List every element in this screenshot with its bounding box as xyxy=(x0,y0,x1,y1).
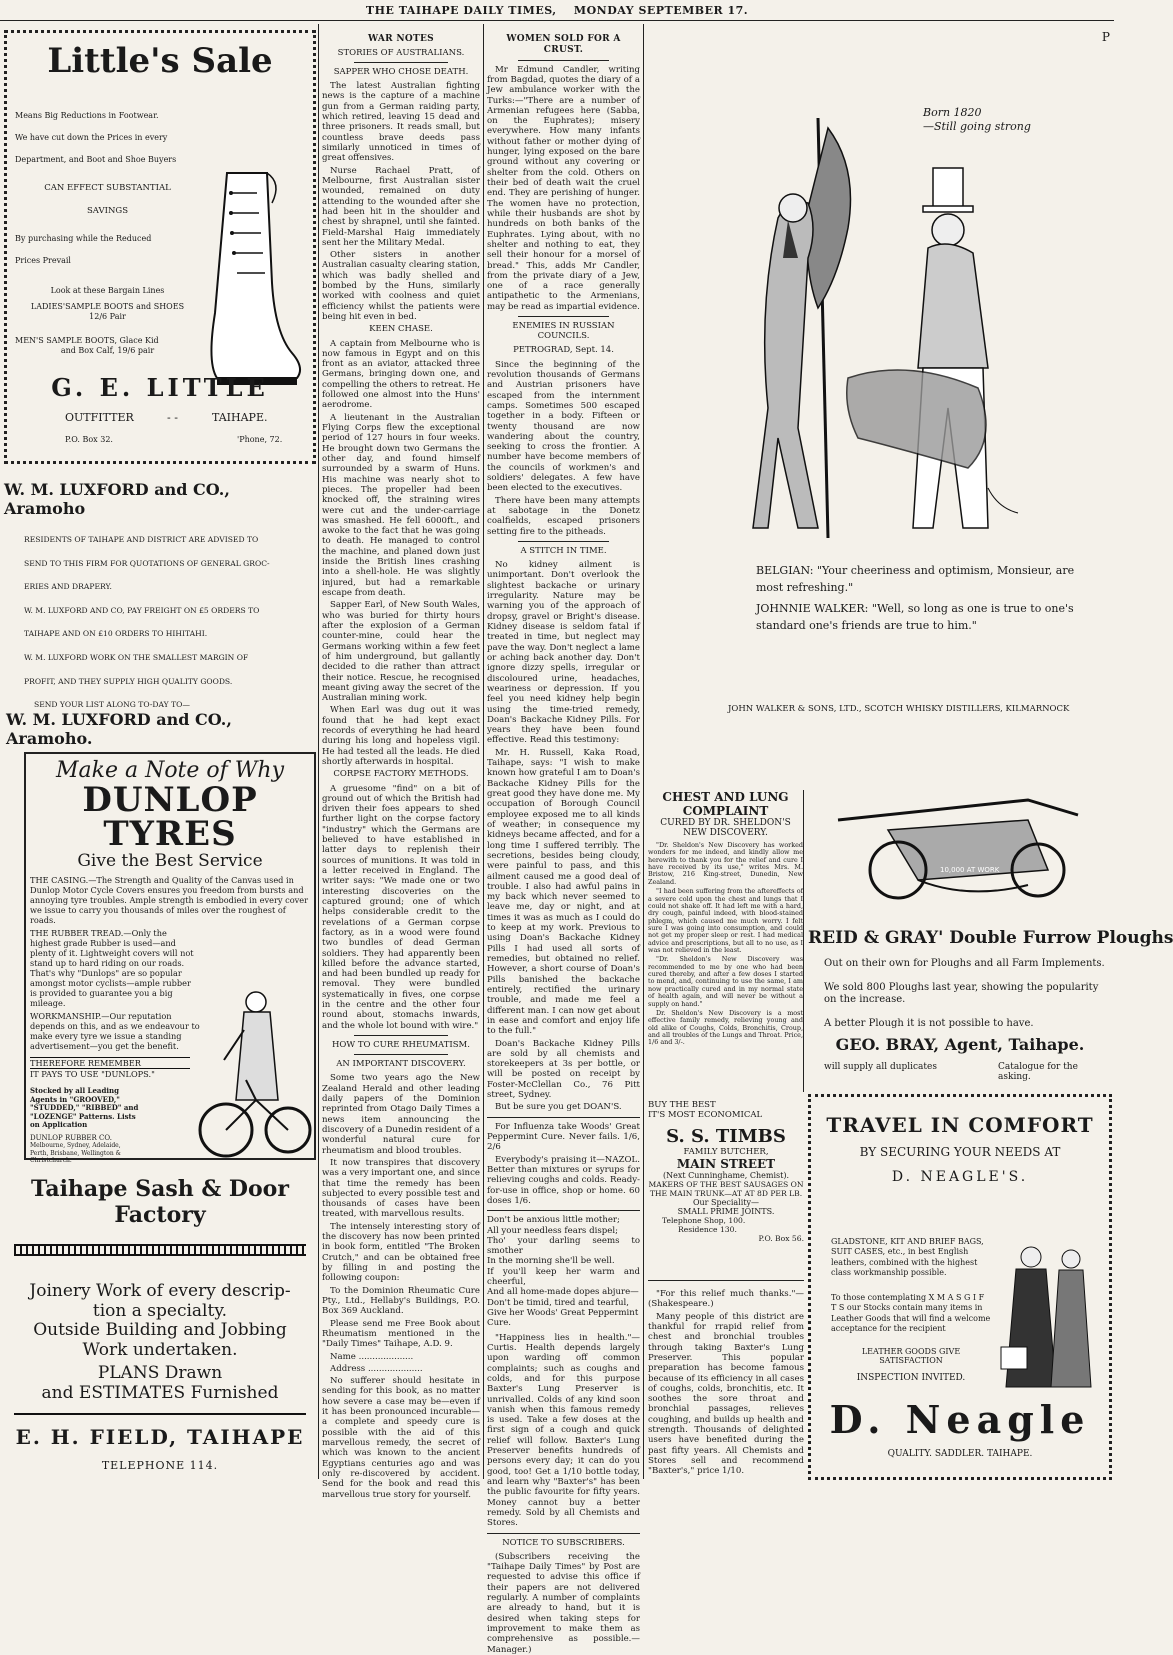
war-para: A captain from Melbourne who is now famous in Egypt and on this front as an aviator, attacked three Germans, bringing down one, and compelling the others to retreat. He followed one almost into the Huns' aerodrome. xyxy=(322,338,480,411)
walker-born: Born 1820 xyxy=(923,106,982,119)
dunlop-stocked: Stocked by all Leading Agents in "GROOVED," "STUDDED," "RIBBED" and "LOZENGE" Patterns. Lists on Application xyxy=(30,1086,139,1130)
walker-belgian-speaker: BELGIAN: xyxy=(756,564,814,577)
column-rule xyxy=(318,24,319,1479)
dunlop-pays: IT PAYS TO USE "DUNLOPS." xyxy=(30,1069,155,1079)
plough-label: 10,000 AT WORK xyxy=(940,866,1000,874)
women-para: For Influenza take Woods' Great Peppermint Cure. Never fails. 1/6, 2/6 xyxy=(487,1121,640,1153)
poem-line: Give her Woods' Great Peppermint xyxy=(487,1308,639,1319)
walker-footer: JOHN WALKER & SONS, LTD., SCOTCH WHISKY DISTILLERS, KILMARNOCK xyxy=(728,704,1070,714)
war-h4: HOW TO CURE RHEUMATISM. xyxy=(332,1040,470,1051)
women-h3: A STITCH IN TIME. xyxy=(520,545,607,556)
war-para: When Earl was dug out it was found that he had kept exact records of everything he had heard during his long and hopeless vigil. He had tested all the leads. He died shortly afterwards in hospital. xyxy=(322,705,480,768)
poem-line: All your needless fears dispel; xyxy=(487,1225,618,1236)
luxford-line: SEND YOUR LIST ALONG TO-DAY TO— xyxy=(34,700,190,710)
dunlop-sub: Give the Best Service xyxy=(77,851,263,871)
sash-title: Taihape Sash & Door Factory xyxy=(31,1176,289,1228)
cyclist-illustration xyxy=(196,990,314,1160)
women-para: Mr. H. Russell, Kaka Road, Taihape, says: "I wish to make known how grateful I am to Doan's Backache Kidney Pills for the great good they have done me. My occupation of Borough Council employee exposed me to all kinds of weather; in consequence my kidneys became affected, and for a long time I suffered terribly. The secretions, besides being cloudy, were painful to pass, and this ailment caused me a good deal of trouble. I also had awful pains in my back which never seemed to leave me, day or night, and at times it was as much as I could do to keep at my work. Previous to using Doan's Backache Kidney Pills I had used all sorts of remedies, but obtained no relief. However, a short course of Doan's Pills banished the backache entirely, rectified the urinary trouble, and made me feel a different man. I can now get about in ease and comfort and enjoy life to the full." xyxy=(487,747,640,1037)
reid-title: REID & GRAY' Double Furrow Ploughs xyxy=(808,928,1173,948)
women-dateline: PETROGRAD, Sept. 14. xyxy=(513,345,614,356)
war-h3: CORPSE FACTORY METHODS. xyxy=(333,769,469,780)
luxford-ad xyxy=(4,470,316,748)
neagle-p1: GLADSTONE, KIT AND BRIEF BAGS, SUIT CASES, etc., in best English leathers, combined with the highest class workmanship possible. xyxy=(831,1237,984,1278)
littles-line: LADIES'SAMPLE BOOTS and SHOES xyxy=(30,302,185,312)
sash-line: Outside Building and Jobbing xyxy=(33,1320,287,1341)
luxford-line: W. M. LUXFORD AND CO, PAY FREIGHT ON £5 ORDERS TO xyxy=(24,605,260,615)
sash-door-ad xyxy=(4,1172,316,1480)
luxford-line: RESIDENTS OF TAIHAPE AND DISTRICT ARE ADVISED TO xyxy=(24,535,259,544)
neagle-leather: LEATHER GOODS GIVE SATISFACTION xyxy=(861,1347,961,1365)
dunlop-top: Make a Note of Why xyxy=(55,758,285,783)
littles-line: Prices Prevail xyxy=(15,256,71,266)
timbs-ad xyxy=(648,1100,804,1270)
baxter-ad xyxy=(648,1280,804,1478)
timbs-speciality: Our Speciality— xyxy=(692,1198,760,1207)
reid-agent: GEO. BRAY, Agent, Taihape. xyxy=(835,1035,1085,1054)
dunlop-workmanship: WORKMANSHIP.—Our reputation depends on this, and as we endeavour to make every tyre we issue a standing advertisement—you get the benefit. xyxy=(30,1011,200,1051)
war-notes-column xyxy=(322,34,480,1500)
timbs-pre1: BUY THE BEST xyxy=(648,1100,716,1110)
masthead xyxy=(0,4,1114,17)
corner-mark: P xyxy=(1101,30,1110,44)
littles-line: SAVINGS xyxy=(86,205,129,216)
reid-l3: A better Plough it is not possible to have. xyxy=(824,1018,1034,1029)
poem-line: If you'll keep her warm and cheerful, xyxy=(487,1266,640,1288)
littles-line: By purchasing while the Reduced xyxy=(15,234,152,244)
timbs-trade: FAMILY BUTCHER, xyxy=(683,1147,769,1157)
dunlop-ad xyxy=(24,752,316,1164)
war-para: A gruesome "find" on a bit of ground out of which the British had driven their foes appears to shed further light on the corpse factory "industry" which the Germans are believed to have established in latter days to replenish their sources of munitions. It was told in a letter received in England. The writer says: "We made one or two interesting discoveries on the captured ground; one of which helps considerable credit to the revelations of a German corpse factory, as in a wood were found two bundles of dead German soldiers. They had apparently been killed before the advance started, and had been bundled up ready for removal. They were bundled systematically in fives, one corpse in the centre and the other four round about, stomachs inwards, and the whole lot bound with wire." xyxy=(322,783,480,1031)
women-para: There have been many attempts at sabotage in the Donetz coalfields, escaped prisoners setting fire to the pitheads. xyxy=(487,495,640,537)
walker-jw-speaker: JOHNNIE WALKER: xyxy=(756,602,869,615)
littles-title: Little's Sale xyxy=(47,41,273,81)
neagle-foot: QUALITY. SADDLER. TAIHAPE. xyxy=(887,1449,1033,1459)
littles-line: CAN EFFECT SUBSTANTIAL xyxy=(44,183,171,193)
women-para: But be sure you get DOAN'S. xyxy=(495,1102,622,1113)
chest-title2: COMPLAINT xyxy=(682,804,769,818)
chest-para: "Dr. Sheldon's New Discovery was recommended to me by one who had been cured thereby, and after a few doses I started to mend, and, continuing to use the same, I am now practically cured and in my normal state of health again, and will never be without a supply on hand." xyxy=(648,955,803,1008)
war-head: WAR NOTES xyxy=(368,34,434,44)
baxter-quote: "For this relief much thanks."—(Shakespeare.) xyxy=(648,1289,804,1310)
war-para: Some two years ago the New Zealand Herald and other leading daily papers of the Dominion reprinted from Otago Daily Times a news item announcing the discovery of a Dunedin resident of a wonderful natural cure for rheumatism and blood troubles. xyxy=(322,1073,480,1156)
poem-line: And all home-made dopes abjure— xyxy=(487,1287,639,1298)
war-para: Other sisters in another Australian casualty clearing station, which was badly shelled and bombed by the Huns, similarly worked with coolness and quiet efficiency whilst the patients were being hit even in bed. xyxy=(322,250,480,323)
timbs-street: MAIN STREET xyxy=(676,1157,776,1171)
sash-divider xyxy=(14,1244,306,1256)
littles-po: P.O. Box 32. xyxy=(65,435,113,444)
poem-line: Tho' your darling seems to smother xyxy=(487,1235,640,1257)
women-h6: NOTICE TO SUBSCRIBERS. xyxy=(502,1537,625,1548)
chest-para: "Dr. Sheldon's New Discovery has worked wonders for me indeed, and kindly allow me herewith to thank you for the relief and cure I have received by its use," writes Mrs. M. Bristow, 216 King-street, Dunedin, New Zealand. xyxy=(648,841,803,886)
walker-still: —Still going strong xyxy=(923,120,1031,133)
neagle-ad xyxy=(808,1094,1112,1480)
dunlop-remember: THEREFORE REMEMBER xyxy=(30,1057,190,1069)
poem-line: Don't be anxious little mother; xyxy=(487,1215,620,1226)
chest-title1: CHEST AND LUNG xyxy=(662,790,789,804)
dunlop-casing: THE CASING.—The Strength and Quality of the Canvas used in Dunlop Motor Cycle Covers ensures you freedom from bursts and annoying tyre troubles. Ample strength is embodied in every cover we issue to carry you thousands of miles over the roughest of roads. xyxy=(30,875,309,925)
dunlop-brand: DUNLOP TYRES xyxy=(82,780,258,854)
sash-line: tion a specialty. xyxy=(92,1300,228,1321)
masthead-date: MONDAY SEPTEMBER 17. xyxy=(573,4,749,17)
women-para: Mr Edmund Candler, writing from Bagdad, quotes the diary of a Jew ambulance worker with the Turks:—"There are a number of Armenian refugees here (Sabba, on the Euphrates); misery everywhere. How many infants without father or mother dying of hunger, lying exposed on the bare ground without any covering or shelter from the cold. Others on their bed of death wait the cruel end. They are perishing of hunger. The women have no protection, while their husbands are shot by hundreds on both banks of the Euphrates. Lying about, with no shelter and nothing to eat, they sell their honour for a morsel of bread." This, adds Mr Candler, from the private diary of a Jew, one of a race generally antipathetic to the Armenians, may be read as impartial evidence. xyxy=(487,64,640,312)
women-para: (Subscribers receiving the "Taihape Daily Times" by Post are requested to advise this office if their papers are not delivered regularly. A number of complaints are already to hand, but it is desired when taking steps for improvement to make them as comprehensive as possible.—Manager.) xyxy=(487,1551,640,1655)
women-para: Since the beginning of the revolution thousands of Germans and Austrian prisoners have escaped from the internment camps. Sometimes 500 escaped together in a body. Fifteen or twenty thousand are now wandering about the country, seeking to cross the frontier. A number have become members of the councils of workmen's and soldiers' delegates. A few have been elected to the executives. xyxy=(487,359,640,494)
war-para: Please send me Free Book about Rheumatism mentioned in the "Daily Times" Taihape, A.D. 9. xyxy=(322,1318,480,1350)
sash-phone: TELEPHONE 114. xyxy=(101,1459,219,1473)
neagle-p2: To those contemplating X M A S G I F T S our Stocks contain many items in Leather Goods that will find a welcome acceptance for the recipient xyxy=(831,1293,991,1334)
reid-l5: Catalogue for the asking. xyxy=(998,1062,1078,1082)
littles-line: Means Big Reductions in Footwear. xyxy=(15,111,159,120)
column-rule xyxy=(483,24,484,1479)
boot-illustration xyxy=(197,163,307,393)
walker-belgian-illustration xyxy=(748,108,1058,548)
chest-sub2: NEW DISCOVERY. xyxy=(683,828,768,838)
poem-line: Cure. xyxy=(487,1318,512,1329)
war-sub: STORIES OF AUSTRALIANS. xyxy=(337,47,465,58)
chest-para: Dr. Sheldon's New Discovery is a most effective family remedy, relieving young and old alike of Coughs, Colds, Bronchitis, Croup, and all troubles of the Lungs and Throat. Price, 1/6 and 3/-. xyxy=(648,1008,803,1047)
littles-line: and Box Calf, 19/6 pair xyxy=(60,346,155,356)
column-rule xyxy=(643,24,644,1479)
war-para: Address .................... xyxy=(330,1363,423,1374)
reid-gray-ad xyxy=(808,780,1173,1082)
sash-line: Joinery Work of every descrip- xyxy=(29,1281,291,1301)
sash-line: PLANS Drawn xyxy=(97,1363,223,1384)
dunlop-tread: THE RUBBER TREAD.—Only the highest grade Rubber is used—and plenty of it. Lightweight covers will not stand up to hard riding on our roads. That's why "Dunlops" are so popular amongst motor cyclists—ample rubber is provided to guarantee you a big mileage. xyxy=(30,928,194,1008)
women-h2: ENEMIES IN RUSSIAN COUNCILS. xyxy=(512,321,615,342)
timbs-pre2: IT'S MOST ECONOMICAL xyxy=(648,1110,763,1120)
littles-name: G. E. LITTLE xyxy=(51,373,269,402)
women-para: "Happiness lies in health."—Curtis. Health depends largely upon warding off common complaints; such as coughs and colds, and for this purpose Baxter's Lung Preserver is unrivalled. Colds of any kind soon vanish when this famous remedy is used. Take a few doses at the first sign of a cough and quick relief will follow. Baxter's Lung Preserver benefits hundreds of persons every day; it can do you good, too! Get a 1/10 bottle today, and learn why "Baxter's" has been the public favourite for fifty years. Money cannot buy a better remedy. Sold by all Chemists and Stores. xyxy=(487,1332,640,1529)
neagle-title: TRAVEL IN COMFORT xyxy=(826,1113,1094,1137)
war-para: A lieutenant in the Australian Flying Corps flew the exceptional period of 127 hours in four weeks. He brought down two Germans the other day, and found himself surrounded by a swarm of Huns. His machine was nearly shot to pieces. The propeller had been knocked off, the straining wires were cut and the under-carriage was smashed. He fell 6000ft., and awoke to the fact that he was going to death. He managed to control the machine, and planed down just inside the British lines crashing into a shell-hole. He was slightly injured, but had a remarkable escape from death. xyxy=(322,412,480,599)
women-para: Doan's Backache Kidney Pills are sold by all chemists and storekeepers at 3s per bottle, or will be posted on receipt by Foster-McClellan Co., 76 Pitt street, Sydney. xyxy=(487,1038,640,1101)
walker-jw-line: "Well, so long as one is true to one's standard one's friends are true to him." xyxy=(756,602,1074,632)
littles-town: TAIHAPE. xyxy=(212,411,268,424)
reid-l4: will supply all duplicates xyxy=(824,1062,937,1072)
war-para: No sufferer should hesitate in sending for this book, as no matter how severe a case may be—even if it has been pronounced incurable—a complete and speedy cure is possible with the aid of this marvellous remedy, the secret of which was known to the ancient Egyptians centuries ago and was only re-discovered by accident. Send for the book and read this marvellous true story for yourself. xyxy=(322,1376,480,1500)
luxford-line: TAIHAPE AND ON £10 ORDERS TO HIHITAHI. xyxy=(24,629,208,639)
poem-line: Don't be timid, tired and tearful, xyxy=(487,1297,630,1308)
dunlop-cities: Melbourne, Sydney, Adelaide, Perth, Brisbane, Wellington & Christchurch. xyxy=(30,1142,122,1164)
reid-l1: Out on their own for Ploughs and all Farm Implements. xyxy=(824,958,1105,969)
littles-line: 12/6 Pair xyxy=(89,312,126,322)
timbs-next: (Next Cunninghame, Chemist). xyxy=(663,1171,789,1180)
war-h2: KEEN CHASE. xyxy=(369,324,433,335)
littles-line: Department, and Boot and Shoe Buyers xyxy=(15,155,177,164)
timbs-name: S. S. TIMBS xyxy=(666,1126,786,1147)
timbs-po: P.O. Box 56. xyxy=(758,1234,804,1243)
war-para: Nurse Rachael Pratt, of Melbourne, first Australian sister wounded, remained on duty attending to the wounded after she had been hit in the shoulder and chest by shrapnel, until she fainted. Field-Marshal Haig immediately sent her the Military Medal. xyxy=(322,165,480,248)
johnnie-walker-ad xyxy=(648,28,1110,728)
littles-line: We have cut down the Prices in every xyxy=(15,133,168,142)
chest-para: "I had been suffering from the aftereffects of a severe cold upon the chest and lungs that I could not shake off. It had left me with a hard, dry cough, painful indeed, with blood-stained phlegm, which caused me much worry. I felt sure I was going into consumption, and could not get my proper sleep or rest. I had medical advice and prescriptions, but all to no use, as I was not relieved in the least. xyxy=(648,887,803,955)
sash-line: and ESTIMATES Furnished xyxy=(41,1382,279,1403)
neagle-insp: INSPECTION INVITED. xyxy=(856,1373,966,1383)
women-para: Everybody's praising it—NAZOL. Better than mixtures or syrups for relieving coughs and colds. Ready-for-use in office, shop or home. 60 doses 1/6. xyxy=(487,1154,640,1206)
luxford-line: SEND TO THIS FIRM FOR QUOTATIONS OF GENERAL GROC- xyxy=(24,558,270,568)
luxford-title: W. M. LUXFORD and CO., Aramoho xyxy=(4,480,230,518)
timbs-makers: MAKERS OF THE BEST SAUSAGES ON THE MAIN TRUNK—AT AT 8D PER LB. xyxy=(648,1180,804,1198)
war-para: To the Dominion Rheumatic Cure Pty., Ltd., Hellaby's Buildings, P.O. Box 369 Auckland. xyxy=(322,1285,480,1317)
baxter-body: Many people of this district are thankful for rrapid relief from chest and bronchial troubles through taking Baxter's Lung Preserver. This popular preparation has become famous because of its efficiency in all cases of coughs, colds, bronchitis, etc. It soothes the sore throat and bronchial passages, relieves coughing, and builds up health and strength. Thousands of delighted users have benefited during the past fifty years. All Chemists and Stores sell and recommend "Baxter's," price 1/10. xyxy=(648,1311,804,1477)
neagle-at: D. NEAGLE'S. xyxy=(891,1169,1029,1185)
littles-outfitter: OUTFITTER xyxy=(65,411,134,424)
luxford-footer: W. M. LUXFORD and CO., Aramoho. xyxy=(6,710,232,748)
littles-sale-ad: Little's Sale Means Big Reductions in Footwear. We have cut down the Prices in every Department, and Boot and Shoe Buyers CAN EFFECT SUBSTANTIAL SAVINGS By purchasing while the Reduced Prices Prevail Look at these Bargain Lines LADIES'SAMPLE BOOTS and SHOES 12/6 Pair MEN'S SAMPLE BOOTS, Glace Kid and Box Calf, 19/6 pair G. E. LITTLE OUTFITTER - - TAIHAPE. P.O. Box 32. 'Phone, 72. xyxy=(4,30,316,464)
war-para: Name .................... xyxy=(330,1351,414,1362)
travellers-illustration xyxy=(1001,1237,1101,1397)
war-h5: AN IMPORTANT DISCOVERY. xyxy=(336,1059,466,1070)
chest-lung-ad xyxy=(648,790,804,1092)
war-h1: SAPPER WHO CHOSE DEATH. xyxy=(333,66,469,77)
war-para: The intensely interesting story of the discovery has now been printed in book form, entitled "The Broken Crutch," and can be obtained free by filling in and posting the following coupon: xyxy=(322,1221,480,1284)
timbs-joints: SMALL PRIME JOINTS. xyxy=(677,1207,775,1216)
littles-line: MEN'S SAMPLE BOOTS, Glace Kid xyxy=(15,336,159,346)
timbs-phone: Telephone Shop, 100. xyxy=(662,1216,746,1225)
luxford-line: PROFIT, AND THEY SUPPLY HIGH QUALITY GOODS. xyxy=(24,676,233,686)
dunlop-company: DUNLOP RUBBER CO. xyxy=(30,1133,112,1142)
poem-line: In the morning she'll be well. xyxy=(487,1256,615,1267)
war-para: Sapper Earl, of New South Wales, who was buried for thirty hours after the explosion of a German counter-mine, could hear the Germans working within a few feet of him underground, but gallantly decided to die rather than attract their notice. Rescue, he recognised meant giving away the secret of the Australian mining work. xyxy=(322,600,480,704)
women-para: No kidney ailment is unimportant. Don't overlook the slightest backache or urinary irregularity. Nature may be warning you of the approach of dropsy, gravel or Bright's disease. Kidney disease is seldom fatal if treated in time, but neglect may pave the way. Don't neglect a lame or aching back another day. Don't ignore dizzy spells, irregular or discoloured urine, headaches, weariness or depression. If you feel you need kidney help begin using the time-tried remedy, Doan's Backache Kidney Pills. For years they have been found effective. Read this testimony: xyxy=(487,560,640,746)
sash-name: E. H. FIELD, TAIHAPE xyxy=(15,1425,305,1450)
timbs-res: Residence 130. xyxy=(678,1225,737,1234)
chest-sub1: CURED BY DR. SHELDON'S xyxy=(660,818,791,828)
war-para: The latest Australian fighting news is the capture of a machine gun from a German raiding party, which retired, leaving 15 dead and three prisoners. It reads small, but countless brave deeds pass similarly unnoticed in times of great offensives. xyxy=(322,81,480,164)
plough-illustration xyxy=(828,790,1088,910)
luxford-line: ERIES AND DRAPERY. xyxy=(24,582,112,592)
masthead-title: THE TAIHAPE DAILY TIMES, xyxy=(365,4,557,17)
reid-l2: We sold 800 Ploughs last year, showing the popularity on the increase. xyxy=(824,982,1099,1005)
luxford-line: W. M. LUXFORD WORK ON THE SMALLEST MARGIN OF xyxy=(24,652,249,662)
littles-phone: 'Phone, 72. xyxy=(237,435,283,444)
sash-line: Work undertaken. xyxy=(82,1339,238,1360)
war-para: It now transpires that discovery was a very important one, and since that time the remedy has been subjected to every possible test and thousands of cases have been treated, with marvellous results. xyxy=(322,1157,480,1220)
women-sold-column xyxy=(487,34,640,1655)
women-head: WOMEN SOLD FOR A CRUST. xyxy=(506,34,621,55)
neagle-name: D. Neagle xyxy=(829,1397,1091,1442)
littles-line: Look at these Bargain Lines xyxy=(50,286,165,296)
masthead-rule xyxy=(0,20,1114,21)
neagle-by: BY SECURING YOUR NEEDS AT xyxy=(859,1145,1061,1159)
walker-belgian-line: "Your cheeriness and optimism, Monsieur, are most refreshing." xyxy=(756,564,1075,594)
